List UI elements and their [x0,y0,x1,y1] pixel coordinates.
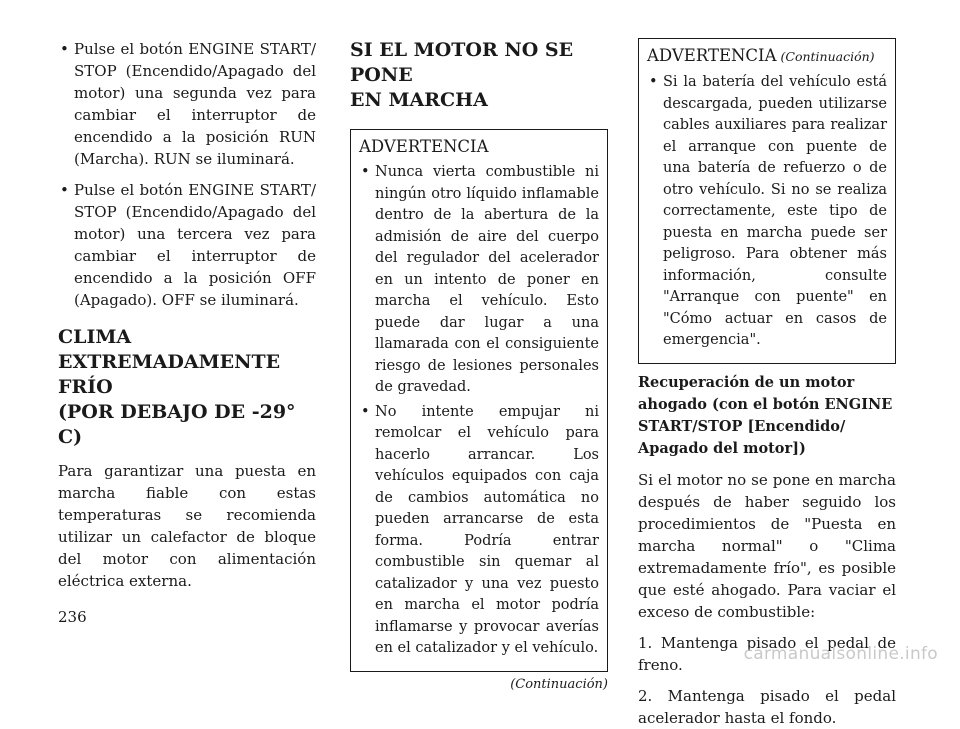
instruction-list [58,38,316,311]
column-right [638,38,896,729]
page-number: 236 [58,608,87,626]
warning-list [647,72,887,352]
subheading-flooded-engine: Recuperación de un motor ahogado (con el botón ENGINE START/STOP [Encendido/ Apagado del motor]) [638,373,893,457]
warning-item: • Nunca vierta combustible ni ningún otro líquido inflamable dentro de la abertura de la admisión de aire del cuerpo del regulador del acelerador en un intento de poner en marcha el vehículo. Esto puede dar lugar a una llamarada con el consiguiente riesgo de lesiones personales de gravedad. [359,162,599,399]
flooded-engine-paragraph: Si el motor no se pone en marcha después de haber seguido los procedimientos de "Puesta en marcha normal" o "Clima extremadamente frío", es posible que esté ahogado. Para vaciar el exceso de combustible: [638,470,896,621]
heading-line: EN MARCHA [350,89,488,111]
section-heading-engine-not-start [350,38,608,113]
warning-title [647,45,887,68]
step-item: 1. Mantenga pisado el pedal de freno. [638,633,896,674]
heading-line: SI EL MOTOR NO SE PONE [350,39,574,86]
heading-line: (POR DEBAJO DE -29° C) [58,401,296,448]
warning-item: • No intente empujar ni remolcar el vehículo para hacerlo arrancar. Los vehículos equipados con caja de cambios automática no pueden arrancarse de esta forma. Podría entrar combustible sin quemar al catalizador y una vez puesto en marcha el motor podría inflamarse y provocar averías en el catalizador y el vehículo. [359,402,599,660]
warning-list [359,162,599,660]
instruction-item: • Pulse el botón ENGINE START/ STOP (Encendido/Apagado del motor) una tercera vez para cambiar el interruptor de encendido a la posición OFF (Apagado). OFF se iluminará. [58,179,316,311]
warning-continued-label: (Continuación) [780,49,875,64]
warning-title: ADVERTENCIA [359,137,489,156]
warning-item: • Si la batería del vehículo está descargada, pueden utilizarse cables auxiliares para realizar el arranque con puente de una batería de refuerzo o de otro vehículo. Si no se realiza correctamente, este tipo de puesta en marcha puede ser peligroso. Para obtener más información, consulte "Arranque con puente" en "Cómo actuar en casos de emergencia". [647,72,887,352]
cold-climate-paragraph: Para garantizar una puesta en marcha fiable con estas temperaturas se recomienda utilizar un calefactor de bloque del motor con alimentación eléctrica externa. [58,462,316,590]
continuation-note: (Continuación) [510,676,608,692]
warning-title-text: ADVERTENCIA [647,46,777,65]
watermark: carmanualsonline.info [743,644,938,664]
step-item: 2. Mantenga pisado el pedal acelerador hasta el fondo. [638,686,896,727]
warning-box-continued [638,38,896,364]
heading-line: EXTREMADAMENTE FRÍO [58,351,281,398]
instruction-item: • Pulse el botón ENGINE START/ STOP (Encendido/Apagado del motor) una segunda vez para cambiar el interruptor de encendido a la posición RUN (Marcha). RUN se iluminará. [58,38,316,170]
column-left [58,38,316,592]
warning-box [350,129,608,672]
section-heading-cold-climate [58,325,316,450]
column-middle [350,38,608,694]
heading-line: CLIMA [58,326,132,348]
